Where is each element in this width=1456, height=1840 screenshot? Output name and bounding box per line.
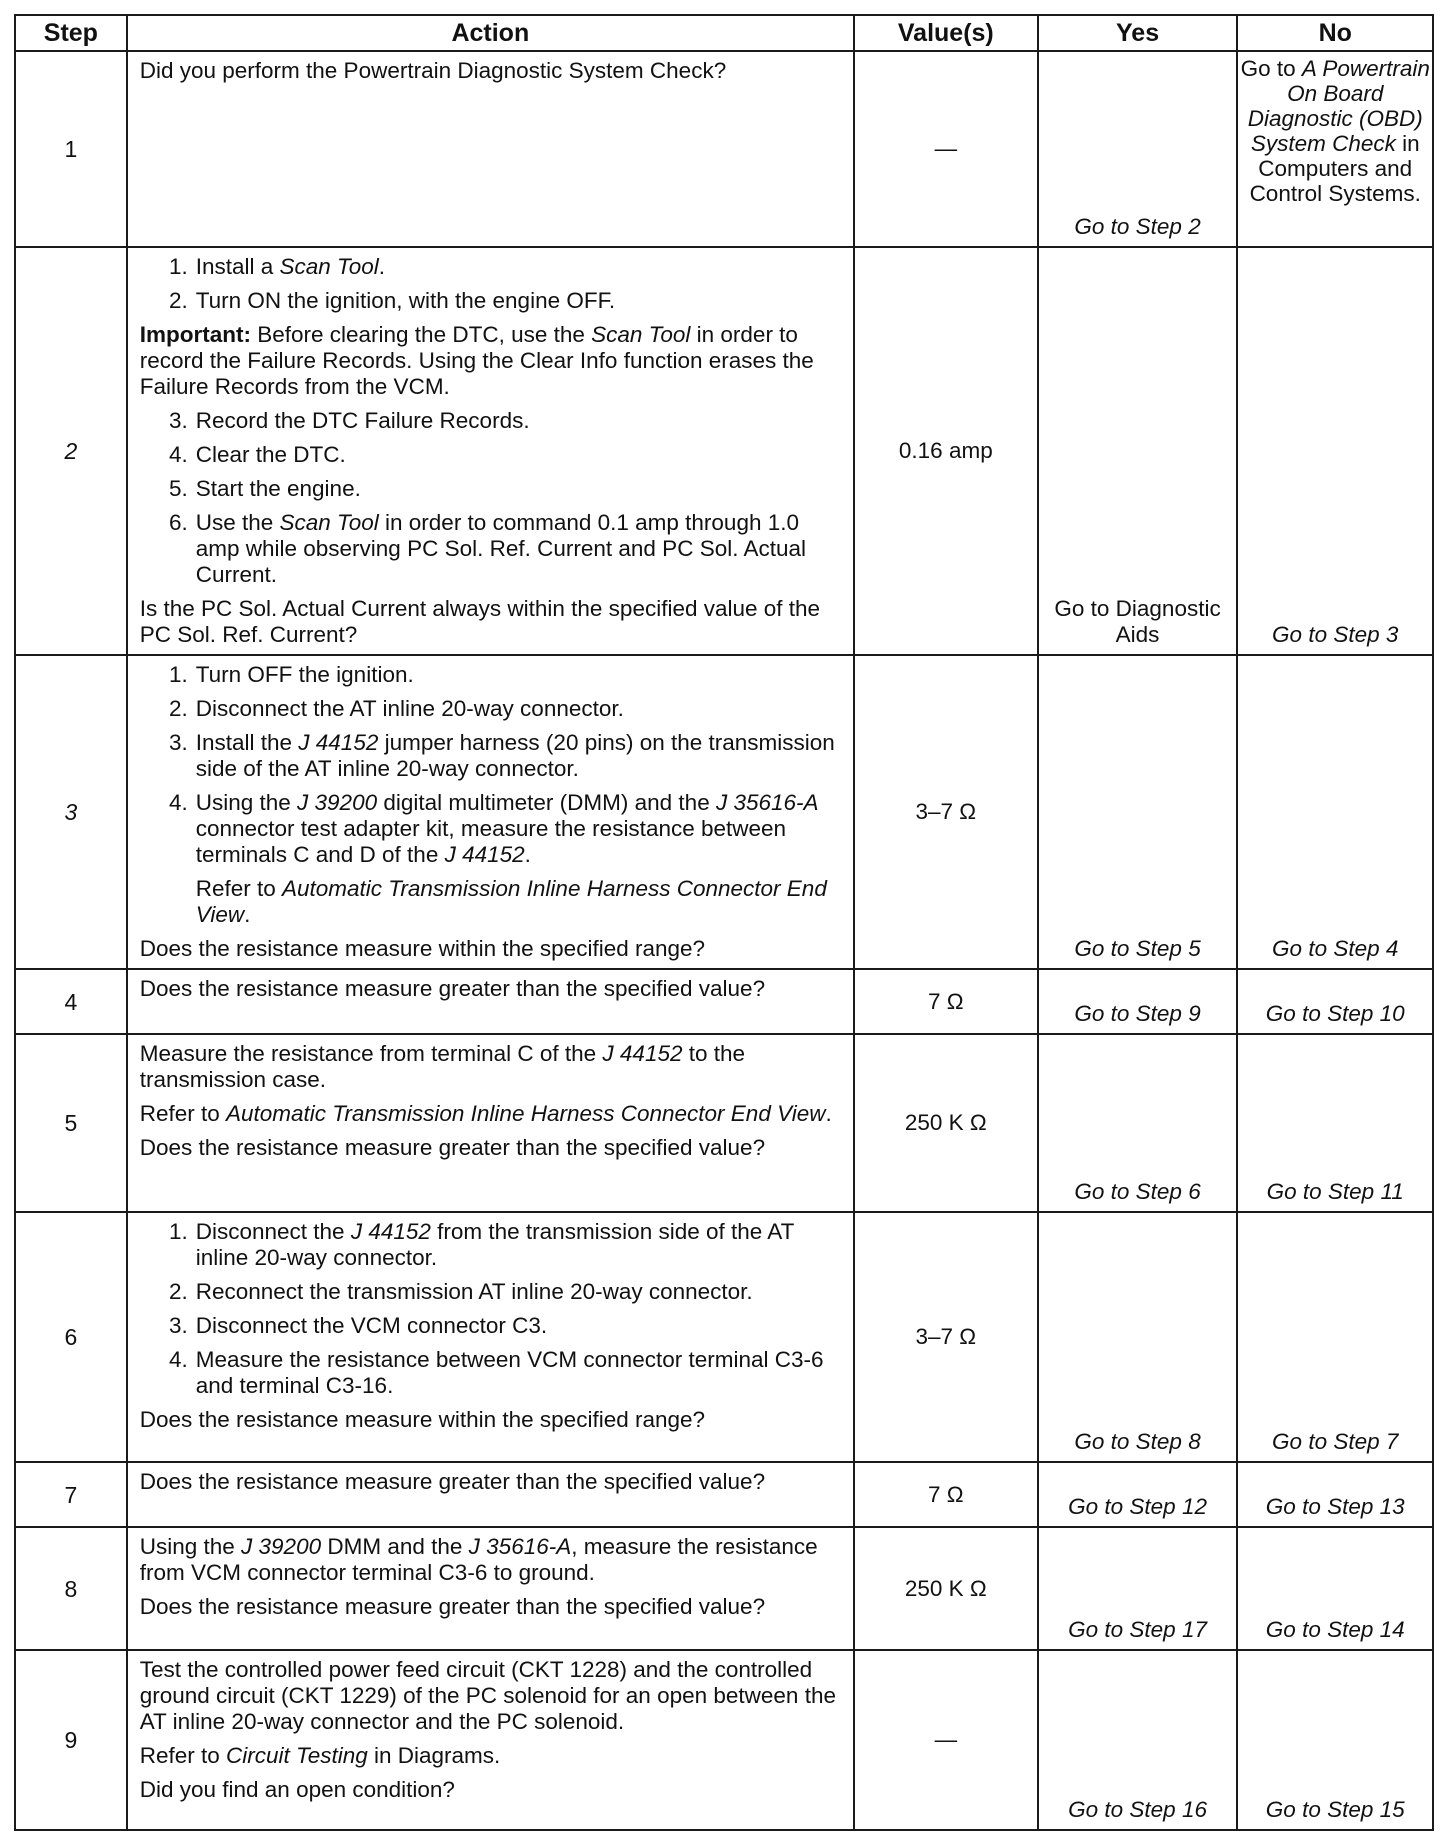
step-number: 7 [15,1462,127,1527]
no-text: Go to [1240,56,1302,81]
action-paragraph: Test the controlled power feed circuit (CKT 1228) and the controlled ground circuit (CKT 1229) of the PC solenoid for an open between the AT inline 20-way connector and the PC solenoid. [139,1657,836,1734]
action-question: Does the resistance measure within the specified range? [139,936,706,961]
substep: 3. Record the DTC Failure Records. [168,408,530,433]
action-cell [127,1527,854,1650]
action-paragraph: Using the J 39200 DMM and the J 35616-A, measure the resistance from VCM connector terminal C3-6 to ground. [139,1534,818,1585]
table-row-step-7 [15,1462,1433,1527]
substep-list [140,408,845,588]
yes-cell: Go to Step 8 [1038,1212,1238,1462]
table-row-step-3 [15,655,1433,969]
diagnostic-table-sheet [14,14,1434,1831]
step-number: 2 [15,247,127,655]
step-number: 8 [15,1527,127,1650]
reference-note: Refer to Circuit Testing in Diagrams. [139,1743,501,1768]
substep: 3. Install the J 44152 jumper harness (20 pins) on the transmission side of the AT inline 20-way connector. [168,730,835,781]
substep-list [140,662,845,868]
value-cell: 250 K Ω [854,1034,1038,1212]
action-cell [127,969,854,1034]
action-question: Is the PC Sol. Actual Current always within the specified value of the PC Sol. Ref. Current? [139,596,821,647]
no-cell: Go to Step 10 [1237,969,1433,1034]
value-cell: — [854,51,1038,247]
substep: 2. Disconnect the AT inline 20-way connector. [168,696,624,721]
yes-cell: Go to Step 6 [1038,1034,1238,1212]
substep: 1. Turn OFF the ignition. [168,662,414,687]
value-cell: 7 Ω [854,969,1038,1034]
substep: 2. Reconnect the transmission AT inline 20-way connector. [168,1279,753,1304]
table-row-step-8 [15,1527,1433,1650]
value-cell: 3–7 Ω [854,655,1038,969]
value-cell: 0.16 amp [854,247,1038,655]
action-cell [127,1650,854,1830]
diagnostic-table [14,14,1434,1831]
substep: 4. Measure the resistance between VCM connector terminal C3-6 and terminal C3-16. [168,1347,824,1398]
value-cell: 3–7 Ω [854,1212,1038,1462]
no-cell: Go to Step 14 [1237,1527,1433,1650]
step-number: 4 [15,969,127,1034]
header-no: No [1237,15,1433,51]
substep: 3. Disconnect the VCM connector C3. [168,1313,548,1338]
substep: 4. Using the J 39200 digital multimeter (DMM) and the J 35616-A connector test adapter kit, measure the resistance between terminals C and D of the J 44152. [168,790,819,867]
action-question: Does the resistance measure greater than the specified value? [139,1469,766,1494]
yes-cell: Go to Step 5 [1038,655,1238,969]
step-number: 6 [15,1212,127,1462]
substep: 4. Clear the DTC. [168,442,346,467]
yes-cell: Go to Step 12 [1038,1462,1238,1527]
reference-note: Refer to Automatic Transmission Inline Harness Connector End View. [139,1101,832,1126]
header-yes: Yes [1038,15,1238,51]
no-cell: Go to Step 15 [1237,1650,1433,1830]
value-cell: — [854,1650,1038,1830]
no-cell: Go to Step 7 [1237,1212,1433,1462]
substep: 6. Use the Scan Tool in order to command 0.1 amp through 1.0 amp while observing PC Sol. Ref. Current and PC Sol. Actual Current. [168,510,807,587]
no-text: in Computers and Control Systems. [1249,131,1421,206]
action-question: Does the resistance measure greater than the specified value? [139,1135,766,1160]
substep-list [140,254,845,314]
no-cell: Go to Step 11 [1237,1034,1433,1212]
table-row-step-5 [15,1034,1433,1212]
reference-note: Refer to Automatic Transmission Inline Harness Connector End View. [195,876,827,927]
header-step: Step [15,15,127,51]
value-cell: 7 Ω [854,1462,1038,1527]
table-row-step-4 [15,969,1433,1034]
substep: 1. Install a Scan Tool. [168,254,386,279]
no-cell: Go to Step 4 [1237,655,1433,969]
important-note: Important: Before clearing the DTC, use the Scan Tool in order to record the Failure Records. Using the Clear Info function erases the Failure Records from the VCM. [139,322,814,399]
no-link: A Powertrain On Board Diagnostic (OBD) System Check [1247,56,1430,156]
action-question: Does the resistance measure within the specified range? [139,1407,706,1432]
action-question: Did you perform the Powertrain Diagnostic System Check? [139,58,727,83]
substep: 1. Disconnect the J 44152 from the transmission side of the AT inline 20-way connector. [168,1219,794,1270]
action-cell [127,1212,854,1462]
table-row-step-2 [15,247,1433,655]
action-question: Does the resistance measure greater than the specified value? [139,1594,766,1619]
header-action: Action [127,15,854,51]
step-number: 1 [15,51,127,247]
no-cell: Go to Step 13 [1237,1462,1433,1527]
step-number: 9 [15,1650,127,1830]
yes-cell: Go to Step 16 [1038,1650,1238,1830]
yes-cell: Go to Step 9 [1038,969,1238,1034]
yes-cell: Go to Diagnostic Aids [1038,247,1238,655]
substep: 2. Turn ON the ignition, with the engine OFF. [168,288,616,313]
table-row-step-1 [15,51,1433,247]
table-row-step-9 [15,1650,1433,1830]
action-cell [127,655,854,969]
action-question: Does the resistance measure greater than the specified value? [139,976,766,1001]
step-number: 3 [15,655,127,969]
no-cell: Go to Step 3 [1237,247,1433,655]
no-cell [1237,51,1433,247]
action-question: Did you find an open condition? [139,1777,455,1802]
action-paragraph: Measure the resistance from terminal C of the J 44152 to the transmission case. [139,1041,746,1092]
step-number: 5 [15,1034,127,1212]
header-row [15,15,1433,51]
action-cell [127,1462,854,1527]
value-cell: 250 K Ω [854,1527,1038,1650]
action-cell [127,51,854,247]
substep-list [140,1219,845,1399]
action-cell [127,247,854,655]
action-cell [127,1034,854,1212]
yes-cell: Go to Step 2 [1038,51,1238,247]
yes-cell: Go to Step 17 [1038,1527,1238,1650]
header-values: Value(s) [854,15,1038,51]
table-row-step-6 [15,1212,1433,1462]
substep: 5. Start the engine. [168,476,361,501]
